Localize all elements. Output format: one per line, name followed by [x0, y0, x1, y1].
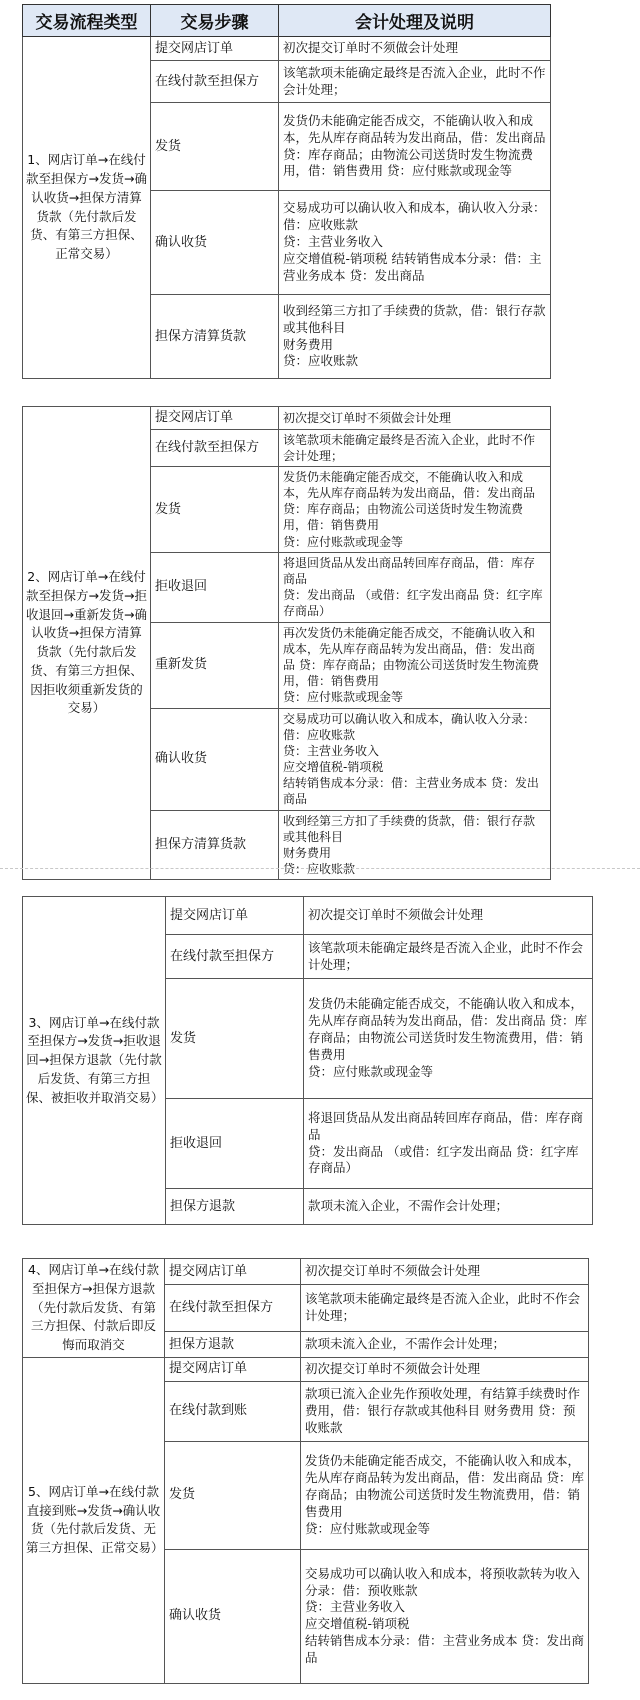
desc-cell: 初次提交订单时不须做会计处理: [301, 1259, 589, 1285]
flow-type-cell: 4、网店订单→在线付款至担保方→担保方退款（先付款后发货、有第三方担保、付款后即反悔而取消交: [23, 1259, 165, 1358]
step-cell: 提交网店订单: [165, 1259, 301, 1285]
step-cell: 担保方退款: [166, 1189, 304, 1225]
step-cell: 在线付款至担保方: [151, 61, 279, 103]
page-break-line: [0, 868, 640, 869]
step-cell: 提交网店订单: [166, 897, 304, 935]
step-cell: 重新发货: [151, 622, 279, 708]
header-col-step: 交易步骤: [151, 5, 279, 37]
accounting-table-section-4-5: [22, 1258, 589, 1684]
step-cell: 发货: [165, 1441, 301, 1549]
table-row: [23, 1259, 589, 1285]
table-row: [23, 897, 593, 935]
desc-cell: 该笔款项未能确定最终是否流入企业，此时不作会计处理；: [304, 935, 593, 979]
desc-cell: 发货仍未能确定能否成交，不能确认收入和成本，先从库存商品转为发出商品，借：发出商品 贷：库存商品；由物流公司送货时发生物流费用，借：销售费用 贷：应付账款或现金等: [279, 466, 551, 552]
desc-cell: 交易成功可以确认收入和成本，将预收款转为收入分录：借：预收账款 贷：主营业务收入 应交增值税-销项税 结转销售成本分录：借：主营业务成本 贷：发出商品: [301, 1549, 589, 1683]
step-cell: 提交网店订单: [151, 407, 279, 430]
desc-cell: 再次发货仍未能确定能否成交，不能确认收入和成本，先从库存商品转为发出商品，借：发出商品 贷：库存商品；由物流公司送货时发生物流费用，借：销售费用 贷：应付账款或现金等: [279, 622, 551, 708]
step-cell: 提交网店订单: [165, 1357, 301, 1381]
step-cell: 在线付款至担保方: [166, 935, 304, 979]
desc-cell: 交易成功可以确认收入和成本，确认收入分录：借：应收账款 贷：主营业务收入 应交增值税-销项税 结转销售成本分录：借：主营业务成本 贷：发出商品: [279, 191, 551, 295]
step-cell: 提交网店订单: [151, 37, 279, 61]
desc-cell: 初次提交订单时不须做会计处理: [304, 897, 593, 935]
desc-cell: 款项未流入企业，不需作会计处理；: [304, 1189, 593, 1225]
step-cell: 发货: [151, 103, 279, 191]
step-cell: 拒收退回: [166, 1099, 304, 1189]
step-cell: 发货: [151, 466, 279, 552]
step-cell: 发货: [166, 979, 304, 1099]
accounting-table-section-2: [22, 406, 551, 880]
desc-cell: 收到经第三方扣了手续费的货款，借：银行存款或其他科目 财务费用 贷：应收账款: [279, 810, 551, 880]
table-row: [23, 37, 551, 61]
desc-cell: 交易成功可以确认收入和成本，确认收入分录：借：应收账款 贷：主营业务收入 应交增值税-销项税 结转销售成本分录：借：主营业务成本 贷：发出商品: [279, 708, 551, 810]
desc-cell: 发货仍未能确定能否成交，不能确认收入和成本，先从库存商品转为发出商品，借：发出商品 贷：库存商品；由物流公司送货时发生物流费用，借：销售费用 贷：应付账款或现金等: [304, 979, 593, 1099]
desc-cell: 该笔款项未能确定最终是否流入企业，此时不作会计处理；: [279, 429, 551, 466]
desc-cell: 发货仍未能确定能否成交，不能确认收入和成本，先从库存商品转为发出商品，借：发出商品 贷：库存商品；由物流公司送货时发生物流费用，借：销售费用 贷：应付账款或现金等: [301, 1441, 589, 1549]
step-cell: 担保方退款: [165, 1331, 301, 1357]
desc-cell: 该笔款项未能确定最终是否流入企业，此时不作会计处理；: [301, 1284, 589, 1331]
desc-cell: 款项未流入企业，不需作会计处理；: [301, 1331, 589, 1357]
step-cell: 担保方清算货款: [151, 810, 279, 880]
flow-type-cell: 2、网店订单→在线付款至担保方→发货→拒收退回→重新发货→确认收货→担保方清算货款（先付款后发货、有第三方担保、因拒收须重新发货的交易）: [23, 407, 151, 880]
step-cell: 在线付款至担保方: [151, 429, 279, 466]
step-cell: 在线付款到账: [165, 1381, 301, 1441]
step-cell: 确认收货: [151, 708, 279, 810]
table-row: [23, 407, 551, 430]
desc-cell: 初次提交订单时不须做会计处理: [279, 37, 551, 61]
desc-cell: 该笔款项未能确定最终是否流入企业，此时不作会计处理；: [279, 61, 551, 103]
desc-cell: 收到经第三方扣了手续费的货款，借：银行存款或其他科目 财务费用 贷：应收账款: [279, 295, 551, 379]
flow-type-cell: 5、网店订单→在线付款直接到账→发货→确认收货（先付款后发货、无第三方担保、正常交易）: [23, 1357, 165, 1683]
accounting-table-section-1: [22, 4, 551, 379]
step-cell: 在线付款至担保方: [165, 1284, 301, 1331]
table-header-row: [23, 5, 551, 37]
table-row: [23, 1357, 589, 1381]
desc-cell: 初次提交订单时不须做会计处理: [279, 407, 551, 430]
step-cell: 确认收货: [151, 191, 279, 295]
flow-type-cell: 3、网店订单→在线付款至担保方→发货→拒收退回→担保方退款（先付款后发货、有第三方担保、被拒收并取消交易）: [23, 897, 166, 1225]
desc-cell: 初次提交订单时不须做会计处理: [301, 1357, 589, 1381]
step-cell: 担保方清算货款: [151, 295, 279, 379]
header-col-type: 交易流程类型: [23, 5, 151, 37]
desc-cell: 将退回货品从发出商品转回库存商品，借：库存商品 贷：发出商品 （或借：红字发出商品 贷：红字库存商品）: [304, 1099, 593, 1189]
accounting-table-section-3: [22, 896, 593, 1225]
flow-type-cell: 1、网店订单→在线付款至担保方→发货→确认收货→担保方清算货款（先付款后发货、有第三方担保、正常交易）: [23, 37, 151, 379]
desc-cell: 将退回货品从发出商品转回库存商品，借：库存商品 贷：发出商品 （或借：红字发出商品 贷：红字库存商品）: [279, 552, 551, 622]
header-col-desc: 会计处理及说明: [279, 5, 551, 37]
desc-cell: 发货仍未能确定能否成交，不能确认收入和成本，先从库存商品转为发出商品，借：发出商品 贷：库存商品；由物流公司送货时发生物流费用，借：销售费用 贷：应付账款或现金等: [279, 103, 551, 191]
desc-cell: 款项已流入企业先作预收处理，有结算手续费时作费用，借：银行存款或其他科目 财务费用 贷：预收账款: [301, 1381, 589, 1441]
step-cell: 确认收货: [165, 1549, 301, 1683]
step-cell: 拒收退回: [151, 552, 279, 622]
